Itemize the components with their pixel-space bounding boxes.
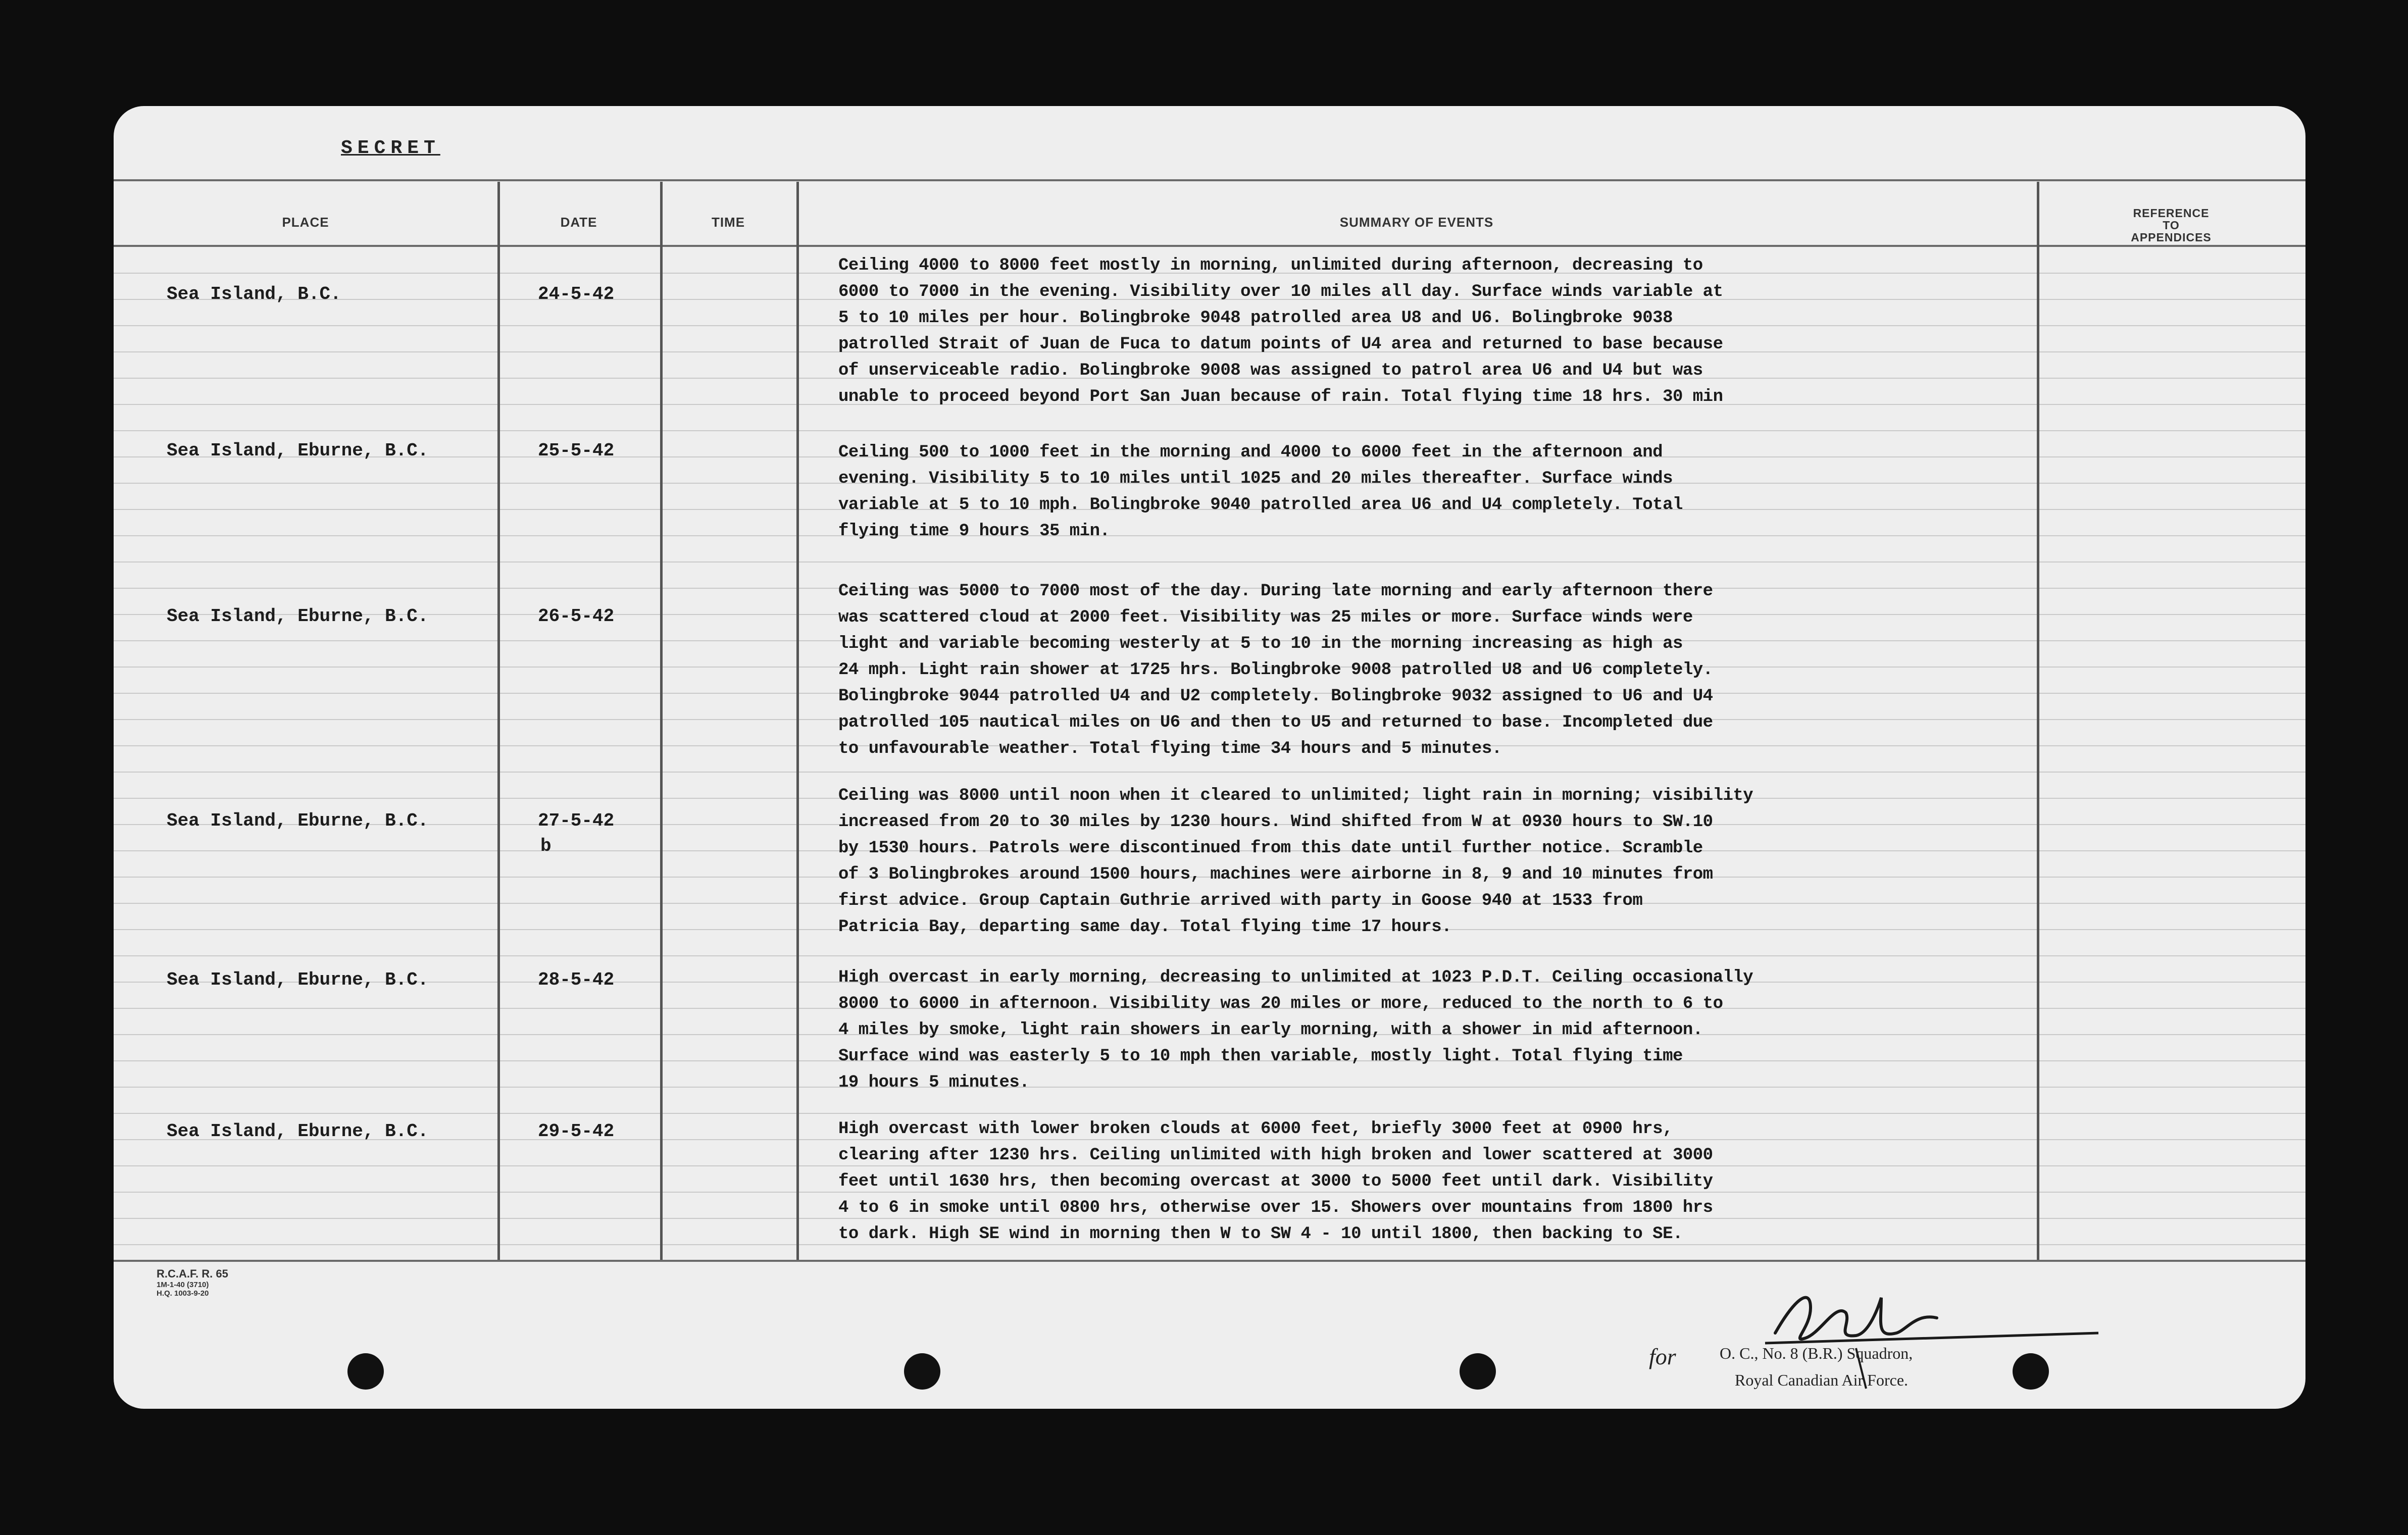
punch-hole (347, 1353, 384, 1390)
entry-place: Sea Island, Eburne, B.C. (167, 440, 429, 461)
entry-date: 25-5-42 (538, 440, 615, 461)
entry-date: 27-5-42 (538, 810, 615, 831)
entry-place: Sea Island, Eburne, B.C. (167, 1121, 429, 1142)
entry-summary: Ceiling 4000 to 8000 feet mostly in morning, unlimited during afternoon, decreasing to 6000 to 7000 in the evening. Visibility over 10 miles all day. Surface winds variable at 5 to 10 miles per hour. Bolingbroke 9048 patrolled area U8 and U6. Bolingbroke 9038 patrolled Strait of Juan de Fuca to datum points of U4 area and returned to base because of unserviceable radio. Bolingbroke 9008 was assigned to patrol area U6 and U4 but was unable to proceed beyond Port San Juan because of rain. Total flying time 18 hrs. 30 min (838, 256, 1723, 406)
form-code-line3: H.Q. 1003-9-20 (157, 1289, 209, 1298)
signature-prefix: for (1649, 1344, 1676, 1369)
form-code-line2: 1M-1-40 (3710) (157, 1281, 209, 1289)
place-date-divider (497, 182, 500, 1260)
entry-place: Sea Island, Eburne, B.C. (167, 606, 429, 627)
entry-place: Sea Island, B.C. (167, 284, 341, 304)
entry-summary: Ceiling was 5000 to 7000 most of the day. During late morning and early afternoon there was scattered cloud at 2000 feet. Visibility was 25 miles or more. Surface winds were light and variable becoming westerly at 5 to 10 in the morning increasing as high as 24 mph. Light rain shower at 1725 hrs. Bolingbroke 9008 patrolled U8 and U6 completely. Bolingbroke 9044 patrolled U4 and U2 completely. Bolingbroke 9032 assigned to U6 and U4 patrolled 105 nautical miles on U6 and then to U5 and returned to base. Incompleted due to unfavourable weather. Total flying time 34 hours and 5 minutes. (838, 582, 1713, 758)
entry-summary: Ceiling 500 to 1000 feet in the morning and 4000 to 6000 feet in the afternoon and evening. Visibility 5 to 10 miles until 1025 and 20 miles thereafter. Surface winds variable at 5 to 10 mph. Bolingbroke 9040 patrolled area U6 and U4 completely. Total flying time 9 hours 35 min. (838, 443, 1683, 541)
column-header-reference: REFERENCE TO APPENDICES (2131, 207, 2212, 244)
column-header-place: PLACE (282, 215, 329, 230)
entry-date-mark: b (540, 836, 551, 856)
classification-label: SECRET (341, 137, 440, 159)
entry-summary: Ceiling was 8000 until noon when it cleared to unlimited; light rain in morning; visibility increased from 20 to 30 miles by 1230 hours. Wind shifted from W at 0930 hours to SW.10 by 1530 hours. Patrols were discontinued from this date until further notice. Scramble of 3 Bolingbrokes around 1500 hours, machines were airborne in 8, 9 and 10 minutes from first advice. Group Captain Guthrie arrived with party in Goose 940 at 1533 from Patricia Bay, departing same day. Total flying time 17 hours. (838, 786, 1753, 937)
entry-summary: High overcast with lower broken clouds at 6000 feet, briefly 3000 feet at 0900 hrs, clearing after 1230 hrs. Ceiling unlimited with high broken and lower scattered at 3000 feet until 1630 hrs, then becoming overcast at 3000 to 5000 feet until dark. Visibility 4 to 6 in smoke until 0800 hrs, otherwise over 15. Showers over mountains from 1800 hrs to dark. High SE wind in morning then W to SW 4 - 10 until 1800, then backing to SE. (838, 1119, 1713, 1244)
entry-date: 28-5-42 (538, 969, 615, 990)
entry-place: Sea Island, Eburne, B.C. (167, 810, 429, 831)
entry-place: Sea Island, Eburne, B.C. (167, 969, 429, 990)
ruled-line (114, 955, 2305, 956)
column-header-date: DATE (560, 215, 597, 230)
handwritten-signature (1644, 1267, 2225, 1409)
date-time-divider (660, 182, 663, 1260)
header-bottom-line (114, 245, 2305, 247)
entry-date: 29-5-42 (538, 1121, 615, 1142)
summary-reference-divider (2037, 182, 2039, 1260)
form-identifier (157, 1267, 228, 1298)
time-summary-divider (796, 182, 799, 1260)
ruled-line (114, 772, 2305, 773)
ruled-line (114, 561, 2305, 562)
column-header-summary: SUMMARY OF EVENTS (1339, 215, 1494, 230)
entry-summary: High overcast in early morning, decreasing to unlimited at 1023 P.D.T. Ceiling occasionally 8000 to 6000 in afternoon. Visibility was 20 miles or more, reduced to the north to 6 to 4 miles by smoke, light rain showers in early morning, with a shower in mid afternoon. Surface wind was easterly 5 to 10 mph then variable, mostly light. Total flying time 19 hours 5 minutes. (838, 968, 1753, 1092)
punch-hole (1460, 1353, 1496, 1390)
signature-organization: Royal Canadian Air Force. (1735, 1371, 1909, 1389)
table-bottom-line (114, 1260, 2305, 1262)
signature-block (1644, 1267, 2225, 1409)
form-code: R.C.A.F. R. 65 (157, 1267, 228, 1280)
entry-date: 26-5-42 (538, 606, 615, 627)
column-header-time: TIME (711, 215, 745, 230)
ruled-line (114, 430, 2305, 431)
punch-hole (904, 1353, 940, 1390)
ruled-line (114, 1113, 2305, 1114)
entry-date: 24-5-42 (538, 284, 615, 304)
signature-title: O. C., No. 8 (B.R.) Squadron, (1720, 1344, 1913, 1362)
header-top-line (114, 179, 2305, 181)
diary-sheet (114, 106, 2305, 1409)
